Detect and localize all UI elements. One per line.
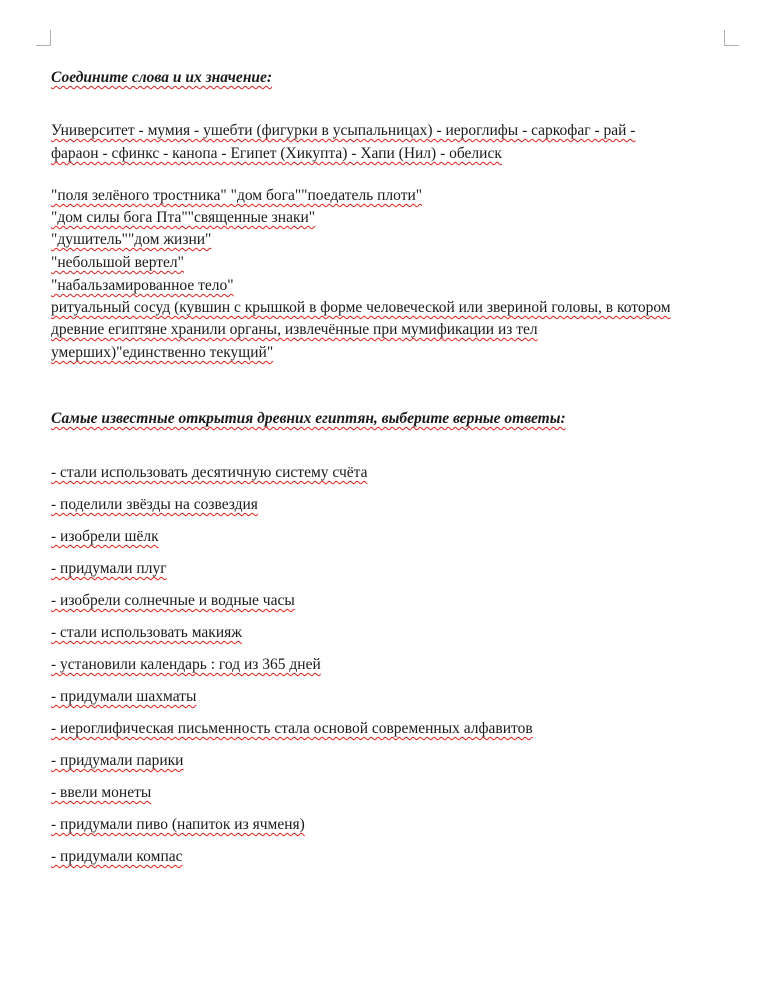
section2-heading: Самые известные открытия древних египтян, выберите верные ответы:	[51, 410, 566, 427]
meaning-line: умерших)"единственно текущий"	[51, 344, 274, 361]
meaning-line: "небольшой вертел"	[51, 254, 184, 271]
list-item: - установили календарь : год из 365 дней	[51, 656, 321, 673]
meaning-line: "душитель""дом жизни"	[51, 231, 212, 248]
page-corner-mark-top-right	[724, 30, 739, 46]
meaning-line: "дом силы бога Пта""священные знаки"	[51, 209, 316, 226]
words-line-2: фараон - сфинкс - канопа - Египет (Хикупта) - Хапи (Нил) - обелиск	[51, 145, 502, 162]
list-item: - придумали плуг	[51, 560, 167, 577]
words-line-1: Университет - мумия - ушебти (фигурки в усыпальницах) - иероглифы - саркофаг - рай -	[51, 122, 636, 139]
list-item: - изобрели солнечные и водные часы	[51, 592, 295, 609]
list-item: - придумали шахматы	[51, 688, 197, 705]
meaning-line: "набальзамированное тело"	[51, 277, 234, 294]
page-corner-mark-top-left	[36, 30, 51, 46]
list-item: - придумали компас	[51, 848, 183, 865]
meaning-line: древние египтяне хранили органы, извлечённые при мумификации из тел	[51, 321, 538, 338]
list-item: - иероглифическая письменность стала основой современных алфавитов	[51, 720, 533, 737]
list-item: - стали использовать десятичную систему счёта	[51, 464, 368, 481]
list-item: - ввели монеты	[51, 784, 152, 801]
section1-heading: Соедините слова и их значение:	[51, 69, 273, 86]
list-item: - придумали парики	[51, 752, 184, 769]
list-item: - стали использовать макияж	[51, 624, 242, 641]
meaning-line: ритуальный сосуд (кувшин с крышкой в форме человеческой или звериной головы, в котором	[51, 299, 671, 316]
list-item: - поделили звёзды на созвездия	[51, 496, 258, 513]
list-item: - изобрели шёлк	[51, 528, 159, 545]
meaning-line: "поля зелёного тростника" "дом бога""поедатель плоти"	[51, 187, 423, 204]
list-item: - придумали пиво (напиток из ячменя)	[51, 816, 305, 833]
